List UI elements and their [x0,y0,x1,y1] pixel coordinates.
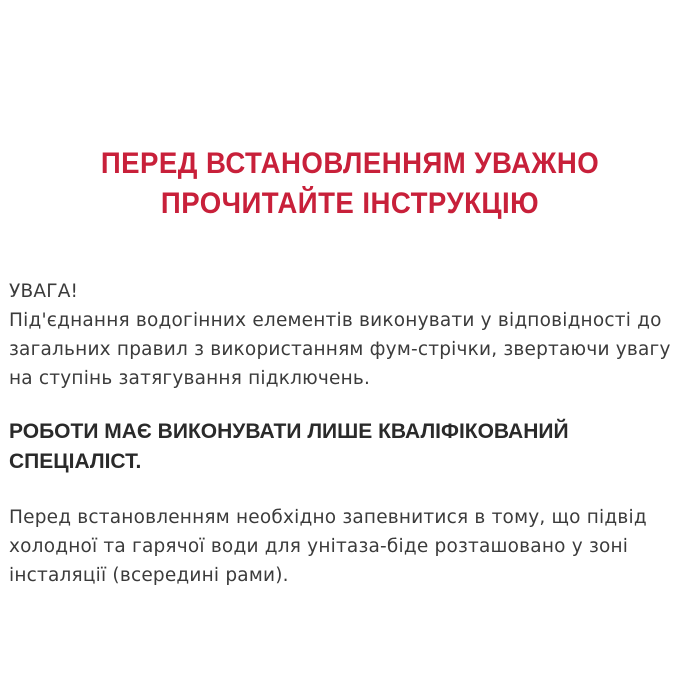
pre-install-line-3: інсталяції (всередині рами). [9,565,289,586]
page-title [28,144,672,224]
title-line-2: ПРОЧИТАЙТЕ ІНСТРУКЦІЮ [160,187,540,220]
title-line-1: ПЕРЕД ВСТАНОВЛЕННЯМ УВАЖНО [100,147,600,180]
warning-line-2: загальних правил з використанням фум-стрічки, звертаючи увагу [9,339,671,360]
warning-paragraph [9,277,694,393]
qualified-specialist-note [9,417,694,477]
warning-line-3: на ступінь затягування підключень. [9,368,371,389]
warning-line-1: Під'єднання водогінних елементів виконувати у відповідності до [9,310,662,331]
pre-install-line-2: холодної та гарячої води для унітаза-біде розташовано у зоні [9,536,629,557]
note-line-1: РОБОТИ МАЄ ВИКОНУВАТИ ЛИШЕ КВАЛІФІКОВАНИЙ [9,420,569,443]
instruction-body [9,277,694,590]
pre-install-paragraph [9,503,694,590]
pre-install-line-1: Перед встановленням необхідно запевнитися в тому, що підвід [9,507,647,528]
warning-label: УВАГА! [9,281,79,302]
note-line-2: СПЕЦІАЛІСТ. [9,450,142,473]
